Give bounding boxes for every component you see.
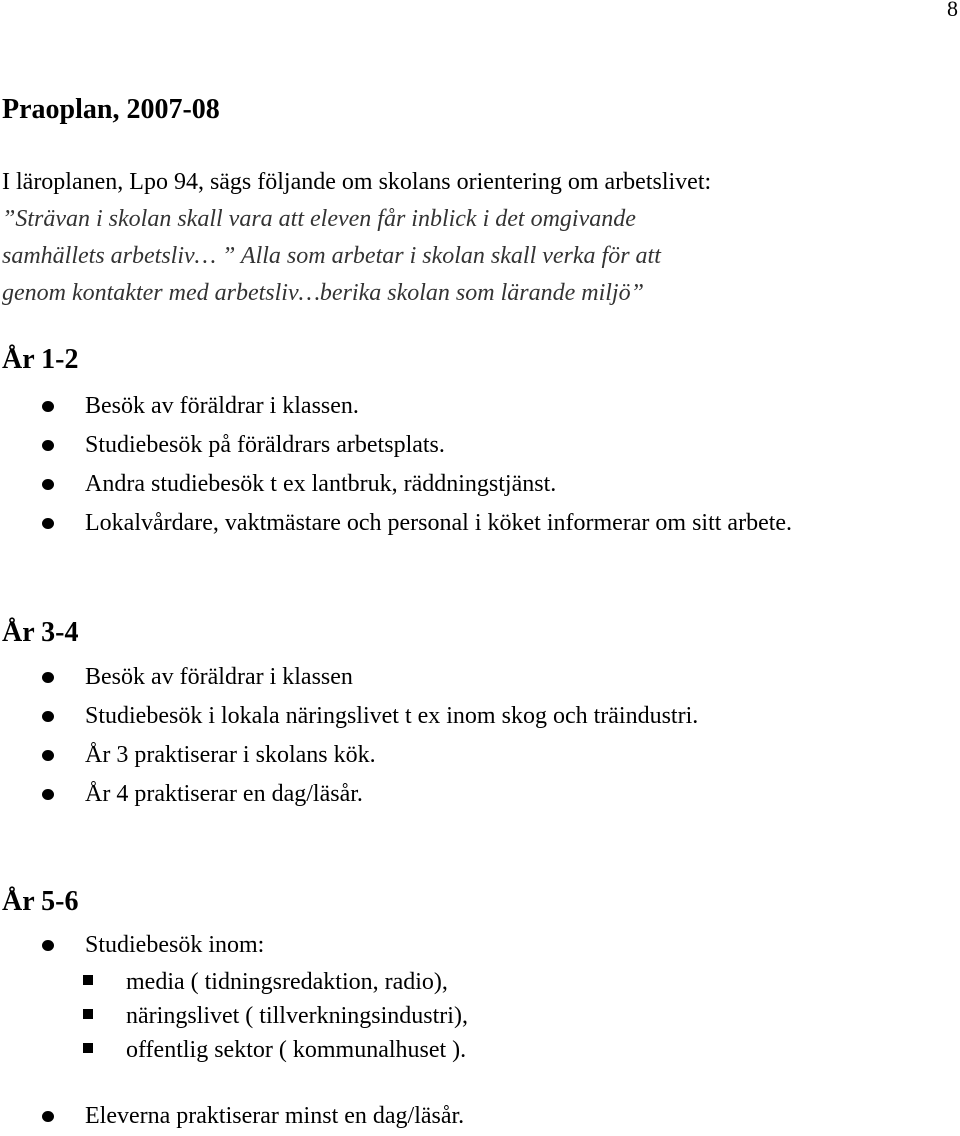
- bullet-list-year-5-6: [0, 926, 264, 962]
- list-item-text: Lokalvårdare, vaktmästare och personal i köket informerar om sitt arbete.: [85, 510, 793, 536]
- square-bullet-icon: [83, 1009, 93, 1019]
- bullet-icon: [42, 518, 54, 529]
- section-heading-year-3-4: År 3-4: [2, 617, 79, 648]
- quote-line: samhällets arbetsliv… ” Alla som arbetar i skolan skall verka för att: [2, 243, 661, 269]
- list-item: [0, 658, 698, 697]
- sub-bullet-list: [0, 965, 468, 1067]
- bullet-icon: [42, 1111, 54, 1122]
- bullet-icon: [42, 440, 54, 451]
- sub-list-item-text: näringslivet ( tillverkningsindustri),: [126, 1003, 468, 1029]
- sub-list-item: [0, 965, 468, 999]
- list-item-text: År 4 praktiserar en dag/läsår.: [85, 781, 363, 807]
- list-item-text: Studiebesök inom:: [85, 932, 265, 958]
- document-title: Praoplan, 2007-08: [2, 94, 220, 125]
- bullet-list-final: [0, 1097, 464, 1136]
- list-item: [0, 1097, 464, 1136]
- list-item-text: Besök av föräldrar i klassen: [85, 664, 353, 690]
- list-item-text: Besök av föräldrar i klassen.: [85, 393, 359, 419]
- list-item-text: Eleverna praktiserar minst en dag/läsår.: [85, 1103, 465, 1129]
- intro-line: I läroplanen, Lpo 94, sägs följande om skolans orientering om arbetslivet:: [2, 169, 712, 195]
- sub-list-item-text: media ( tidningsredaktion, radio),: [126, 969, 448, 995]
- bullet-icon: [42, 401, 54, 412]
- bullet-icon: [42, 479, 54, 490]
- list-item: [0, 926, 264, 962]
- bullet-icon: [42, 789, 54, 800]
- quote-line: genom kontakter med arbetsliv…berika skolan som lärande miljö”: [2, 280, 644, 306]
- list-item: [0, 387, 792, 426]
- bullet-icon: [42, 711, 54, 722]
- bullet-icon: [42, 672, 54, 683]
- list-item-text: Studiebesök på föräldrars arbetsplats.: [85, 432, 445, 458]
- bullet-list-year-1-2: [0, 387, 792, 543]
- list-item: [0, 465, 792, 504]
- bullet-list-year-3-4: [0, 658, 698, 814]
- list-item-text: Andra studiebesök t ex lantbruk, räddningstjänst.: [85, 471, 557, 497]
- intro-paragraph: [2, 164, 952, 312]
- page-number: 8: [947, 0, 958, 21]
- section-heading-year-1-2: År 1-2: [2, 344, 79, 375]
- sub-list-item: [0, 1033, 468, 1067]
- list-item: [0, 697, 698, 736]
- square-bullet-icon: [83, 975, 93, 985]
- sub-list-item-text: offentlig sektor ( kommunalhuset ).: [126, 1037, 467, 1063]
- section-heading-year-5-6: År 5-6: [2, 886, 79, 917]
- bullet-icon: [42, 750, 54, 761]
- list-item: [0, 504, 792, 543]
- list-item: [0, 736, 698, 775]
- square-bullet-icon: [83, 1043, 93, 1053]
- list-item-text: Studiebesök i lokala näringslivet t ex inom skog och träindustri.: [85, 703, 699, 729]
- list-item: [0, 775, 698, 814]
- list-item-text: År 3 praktiserar i skolans kök.: [85, 742, 376, 768]
- sub-list-item: [0, 999, 468, 1033]
- list-item: [0, 426, 792, 465]
- quote-line: ”Strävan i skolan skall vara att eleven får inblick i det omgivande: [2, 206, 636, 232]
- bullet-icon: [42, 940, 54, 951]
